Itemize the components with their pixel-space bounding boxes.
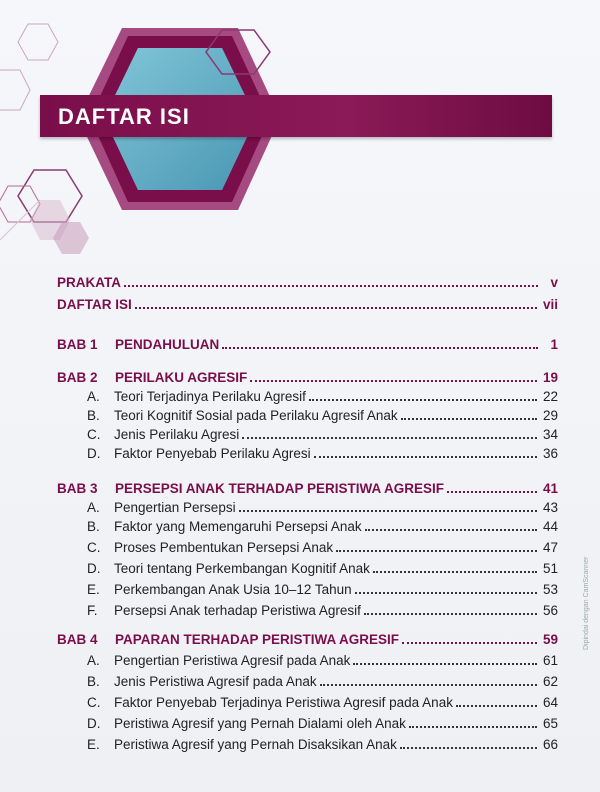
section-page: 62 <box>542 674 558 689</box>
toc-chapter-4[interactable] <box>57 629 558 648</box>
section-title: Faktor yang Memengaruhi Persepsi Anak <box>114 519 362 534</box>
dot-leader <box>365 529 537 531</box>
toc-section[interactable] <box>57 558 558 577</box>
dot-leader <box>402 642 537 644</box>
toc-section[interactable] <box>57 600 558 619</box>
dot-leader <box>409 726 537 728</box>
section-page: 43 <box>542 500 558 515</box>
dot-leader <box>314 456 537 458</box>
toc-section[interactable] <box>57 650 558 669</box>
section-title: Jenis Peristiwa Agresif pada Anak <box>114 674 317 689</box>
toc-section[interactable] <box>57 497 558 516</box>
section-title: Teori Terjadinya Perilaku Agresif <box>114 389 306 404</box>
section-letter: C. <box>87 427 101 442</box>
section-letter: D. <box>87 561 101 576</box>
toc-section[interactable] <box>57 386 558 405</box>
section-page: 51 <box>542 561 558 576</box>
toc-entry-prakata[interactable] <box>57 272 558 291</box>
dot-leader <box>124 285 538 287</box>
dot-leader <box>336 550 537 552</box>
dot-leader <box>250 380 537 382</box>
section-page: 66 <box>542 737 558 752</box>
dot-leader <box>447 491 537 493</box>
toc-section[interactable] <box>57 692 558 711</box>
toc-chapter-2[interactable] <box>57 367 558 386</box>
section-page: 22 <box>542 389 558 404</box>
chapter-page: 41 <box>542 481 558 496</box>
scanner-watermark: Dipindai dengan CamScanner <box>583 556 590 650</box>
section-letter: E. <box>87 582 100 597</box>
dot-leader <box>401 418 537 420</box>
chapter-title: PERSEPSI ANAK TERHADAP PERISTIWA AGRESIF <box>115 481 445 496</box>
chapter-title: PENDAHULUAN <box>115 337 220 352</box>
section-letter: D. <box>87 446 101 461</box>
section-page: 56 <box>542 603 558 618</box>
chapter-number: BAB 3 <box>57 481 98 496</box>
chapter-number: BAB 4 <box>57 632 98 647</box>
toc-section[interactable] <box>57 443 558 462</box>
section-title: Persepsi Anak terhadap Peristiwa Agresif <box>114 603 361 618</box>
section-letter: C. <box>87 695 101 710</box>
section-letter: B. <box>87 519 100 534</box>
dot-leader <box>242 437 537 439</box>
section-letter: A. <box>87 653 100 668</box>
section-letter: A. <box>87 500 100 515</box>
section-letter: F. <box>87 603 98 618</box>
dot-leader <box>373 571 537 573</box>
section-page: 29 <box>542 408 558 423</box>
section-letter: B. <box>87 674 100 689</box>
chapter-number: BAB 1 <box>57 337 98 352</box>
toc-section[interactable] <box>57 516 558 535</box>
toc-entry-daftar-isi[interactable] <box>57 294 558 313</box>
toc-entry-label: DAFTAR ISI <box>57 297 132 312</box>
section-letter: C. <box>87 540 101 555</box>
toc-section[interactable] <box>57 671 558 690</box>
section-title: Teori Kognitif Sosial pada Perilaku Agresif Anak <box>114 408 398 423</box>
section-letter: E. <box>87 737 100 752</box>
toc-entry-page: v <box>550 275 558 290</box>
section-title: Jenis Perilaku Agresi <box>114 427 240 442</box>
toc-chapter-1[interactable] <box>57 334 558 353</box>
section-title: Pengertian Peristiwa Agresif pada Anak <box>114 653 351 668</box>
section-letter: A. <box>87 389 100 404</box>
chapter-title: PERILAKU AGRESIF <box>115 370 248 385</box>
toc-section[interactable] <box>57 405 558 424</box>
toc-entry-label: PRAKATA <box>57 275 121 290</box>
dot-leader <box>239 510 537 512</box>
dot-leader <box>456 705 537 707</box>
dot-leader <box>222 347 538 349</box>
section-page: 61 <box>542 653 558 668</box>
section-title: Faktor Penyebab Perilaku Agresi <box>114 446 311 461</box>
toc-section[interactable] <box>57 424 558 443</box>
dot-leader <box>353 663 537 665</box>
section-page: 47 <box>542 540 558 555</box>
section-page: 44 <box>542 519 558 534</box>
toc-section[interactable] <box>57 537 558 556</box>
toc-chapter-3[interactable] <box>57 478 558 497</box>
chapter-page: 59 <box>542 632 558 647</box>
dot-leader <box>135 307 537 309</box>
toc-section[interactable] <box>57 734 558 753</box>
section-title: Faktor Penyebab Terjadinya Peristiwa Agresif pada Anak <box>114 695 453 710</box>
section-page: 64 <box>542 695 558 710</box>
dot-leader <box>364 613 537 615</box>
hexagon-decoration <box>0 0 600 300</box>
dot-leader <box>400 747 537 749</box>
section-letter: B. <box>87 408 100 423</box>
chapter-number: BAB 2 <box>57 370 98 385</box>
toc-section[interactable] <box>57 713 558 732</box>
dot-leader <box>320 684 537 686</box>
page-title: DAFTAR ISI <box>58 104 190 129</box>
toc-section[interactable] <box>57 579 558 598</box>
section-title: Teori tentang Perkembangan Kognitif Anak <box>114 561 370 576</box>
section-title: Pengertian Persepsi <box>114 500 236 515</box>
chapter-page: 19 <box>542 370 558 385</box>
toc-entry-page: vii <box>542 297 558 312</box>
section-title: Peristiwa Agresif yang Pernah Dialami oleh Anak <box>114 716 406 731</box>
chapter-title: PAPARAN TERHADAP PERISTIWA AGRESIF <box>115 632 400 647</box>
section-page: 34 <box>542 427 558 442</box>
chapter-page: 1 <box>550 337 558 352</box>
section-title: Proses Pembentukan Persepsi Anak <box>114 540 334 555</box>
section-title: Perkembangan Anak Usia 10–12 Tahun <box>114 582 352 597</box>
dot-leader <box>355 592 537 594</box>
section-page: 36 <box>542 446 558 461</box>
section-page: 65 <box>542 716 558 731</box>
section-page: 53 <box>542 582 558 597</box>
section-letter: D. <box>87 716 101 731</box>
section-title: Peristiwa Agresif yang Pernah Disaksikan Anak <box>114 737 397 752</box>
dot-leader <box>309 399 537 401</box>
